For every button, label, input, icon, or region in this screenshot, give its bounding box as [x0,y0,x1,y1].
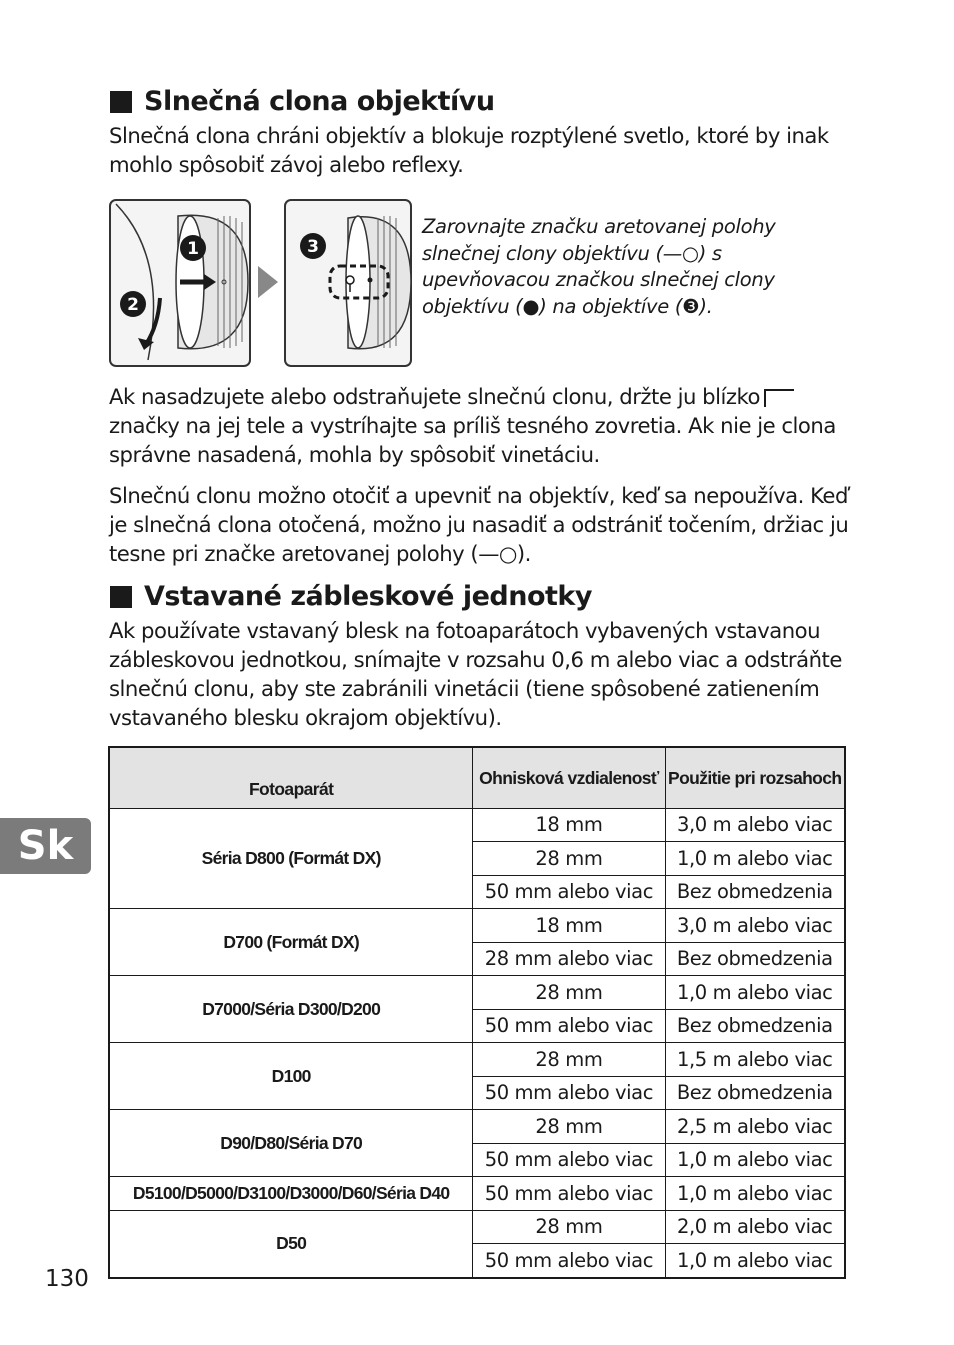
range-cell: 3,0 m alebo viac [665,909,845,943]
paragraph-text: Ak používate vstavaný blesk na fotoaparátoch vybavených vstavanou zábleskovou jednotkou, snímajte v rozsahu 0,6 m alebo viac a odstráňte slnečnú clonu, aby ste zabránili vinetácii (tiene spôsobené zatienením vstavaného blesku okrajom objektívu). [109,618,842,730]
table-row [109,808,845,842]
paragraph-text: Slnečná clona chráni objektív a blokuje rozptýlené svetlo, ktoré by inak mohlo spôsobiť závoj alebo reflexy. [109,123,829,177]
focal-cell: 50 mm alebo viac [473,1143,665,1177]
camera-cell: D90/D80/Séria D70 [109,1110,473,1177]
focal-cell: 28 mm [473,842,665,876]
range-cell: 1,0 m alebo viac [665,1143,845,1177]
range-cell: 1,0 m alebo viac [665,1244,845,1278]
paragraph-reverse [109,481,849,568]
focal-cell: 28 mm [473,1210,665,1244]
section-title: Vstavané zábleskové jednotky [144,581,592,612]
camera-cell: D5100/D5000/D3100/D3000/D60/Séria D40 [109,1177,473,1211]
section-paragraph [109,616,849,732]
header-camera: Fotoaparát [109,747,473,808]
table-row [109,1210,845,1244]
focal-cell: 50 mm alebo viac [473,1244,665,1278]
section-title: Slnečná clona objektívu [144,86,495,117]
table-body [109,808,845,1278]
flash-range-table [108,746,846,1279]
range-cell: 1,0 m alebo viac [665,976,845,1010]
step-2-label: 2 [127,295,139,315]
language-tab: Sk [0,818,91,874]
left-panel [110,200,250,366]
focal-cell: 18 mm [473,808,665,842]
camera-cell: D50 [109,1210,473,1278]
section-heading-flash [110,581,592,612]
section-paragraph [109,121,849,179]
range-cell: 1,0 m alebo viac [665,1177,845,1211]
step-3-label: 3 [307,237,319,257]
range-cell: Bez obmedzenia [665,1009,845,1043]
header-focal-length: Ohnisková vzdialenosť [473,747,665,808]
paragraph-text: Slnečnú clonu možno otočiť a upevniť na objektív, keď sa nepoužíva. Keď je slnečná clona otočená, možno ju nasadiť a odstrániť točením, držiac ju tesne pri značke aretovanej polohy (—○). [109,483,849,566]
focal-cell: 28 mm [473,976,665,1010]
range-cell: Bez obmedzenia [665,1076,845,1110]
step-1-label: 1 [187,239,199,259]
table-row [109,1043,845,1077]
paragraph-attach-remove [109,382,849,469]
range-cell: Bez obmedzenia [665,942,845,976]
paragraph-lead: Ak nasadzujete alebo odstraňujete slnečnú clonu, držte ju blízko [109,384,760,409]
paragraph-text [109,382,849,469]
table-row [109,909,845,943]
paragraph-rest: značky na jej tele a vystríhajte sa príliš tesného zovretia. Ak nie je clona správne nasadená, mohla by spôsobiť vinetáciu. [109,413,836,467]
camera-cell: D700 (Formát DX) [109,909,473,976]
focal-cell: 28 mm alebo viac [473,942,665,976]
focal-cell: 50 mm alebo viac [473,1076,665,1110]
table-row [109,976,845,1010]
focal-cell: 28 mm [473,1043,665,1077]
focal-cell: 18 mm [473,909,665,943]
caption-text: Zarovnajte značku aretovanej polohy slnečnej clony objektívu (—○) s upevňovacou značkou slnečnej clony objektívu (●) na objektíve (❸). [422,215,776,318]
section-heading-lens-hood [110,86,495,117]
table-row [109,1110,845,1144]
focal-cell: 50 mm alebo viac [473,1009,665,1043]
illustration-caption [422,214,842,320]
camera-cell: D7000/Séria D300/D200 [109,976,473,1043]
range-cell: 3,0 m alebo viac [665,808,845,842]
focal-cell: 50 mm alebo viac [473,875,665,909]
page-number: 130 [45,1266,89,1292]
table-row [109,1177,845,1211]
camera-cell: Séria D800 (Formát DX) [109,808,473,909]
camera-cell: D100 [109,1043,473,1110]
range-cell: Bez obmedzenia [665,875,845,909]
square-bullet-icon [110,586,132,608]
square-bullet-icon [110,91,132,113]
range-cell: 2,0 m alebo viac [665,1210,845,1244]
range-cell: 1,0 m alebo viac [665,842,845,876]
right-panel [285,200,411,366]
lens-hood-illustration [108,198,413,368]
focal-cell: 50 mm alebo viac [473,1177,665,1211]
arrow-icon [258,266,278,298]
range-cell: 2,5 m alebo viac [665,1110,845,1144]
header-range: Použitie pri rozsahoch [665,747,845,808]
range-cell: 1,5 m alebo viac [665,1043,845,1077]
focal-cell: 28 mm [473,1110,665,1144]
hood-mark-icon [764,389,794,407]
